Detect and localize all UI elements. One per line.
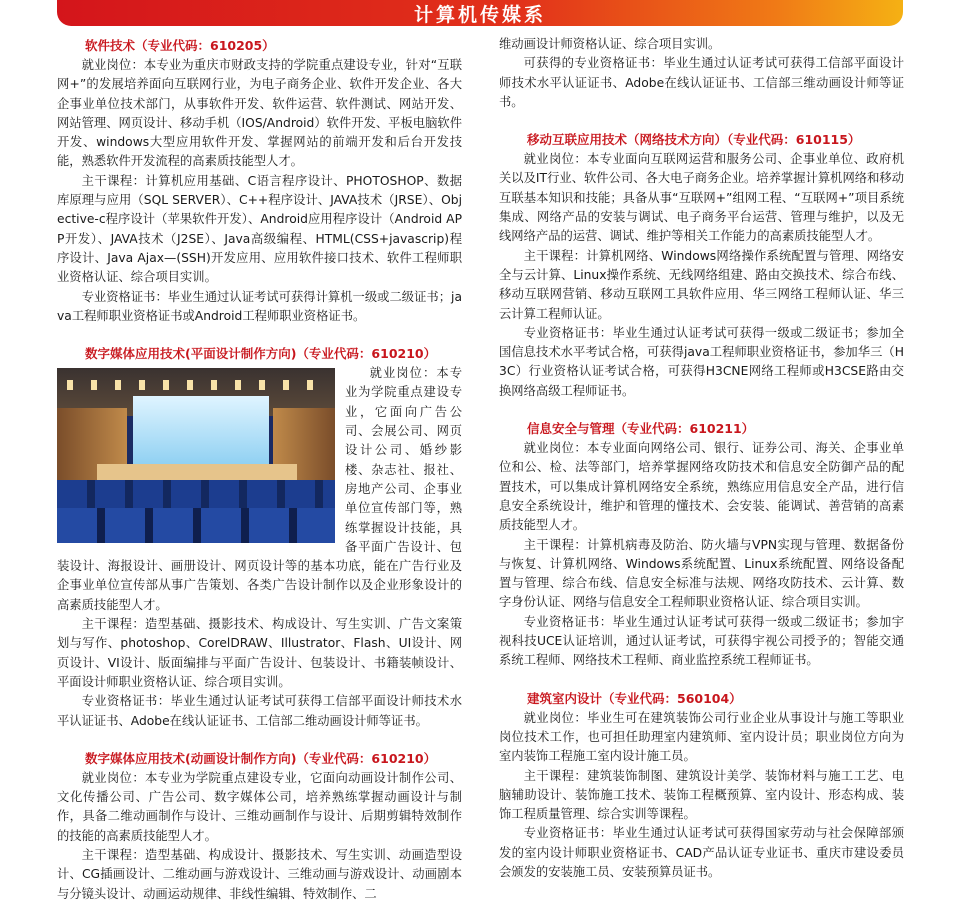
courses-paragraph: 主干课程：造型基础、构成设计、摄影技术、写生实训、动画造型设计、CG插画设计、二维动画与游戏设计、三维动画与游戏设计、动画剧本与分镜头设计、动画运动规律、非线性编辑、特效制作、二 bbox=[57, 847, 462, 901]
section-animation-continued bbox=[499, 35, 904, 112]
continued-paragraph: 维动画设计师资格认证、综合项目实训。 bbox=[499, 37, 721, 51]
section-title: 数字媒体应用技术(平面设计制作方向)（专业代码：610210） bbox=[85, 346, 437, 362]
certificates-paragraph: 专业资格证书：毕业生通过认证考试可获得工信部平面设计师技术水平认证证书、Adobe在线认证证书、工信部二维动画设计师等证书。 bbox=[57, 694, 462, 728]
certificates-paragraph: 专业资格证书：毕业生通过认证考试可获得国家劳动与社会保障部颁发的室内设计师职业资格证书、CAD产品认证专业证书、重庆市建设委员会颁发的安装施工员、安装预算员证书。 bbox=[499, 826, 904, 879]
section-title: 建筑室内设计（专业代码：560104） bbox=[527, 690, 742, 706]
section-title: 软件技术（专业代码：610205） bbox=[85, 38, 275, 53]
certificates-paragraph: 可获得的专业资格证书：毕业生通过认证考试可获得工信部平面设计师技术水平认证证书、Adobe在线认证证书、工信部三维动画设计师等证书。 bbox=[499, 56, 904, 109]
employment-paragraph: 就业岗位：本专业面向互联网运营和服务公司、企事业单位、政府机关以及IT行业、软件公司、各大电子商务企业。培养掌握计算机网络和移动互联基本知识和技能；具备从事“互联网+”组网工程、“互联网+”项目系统集成、网络产品的安装与调试、电子商务平台运营、管理与维护，以及无线网络产品的运营、调试、维护等相关工作能力的高素质技能型人才。 bbox=[499, 152, 904, 244]
section-info-security bbox=[499, 419, 904, 671]
courses-paragraph: 主干课程：计算机网络、Windows网络操作系统配置与管理、网络安全与云计算、Linux操作系统、无线网络组建、路由交换技术、综合布线、移动互联网营销、移动互联网工具软件应用、华三网络工程师认证、华三云计算工程师认证。 bbox=[499, 248, 904, 321]
employment-paragraph: 就业岗位：本专业为学院重点建设专业，它面向广告公司、会展公司、网页设计公司、婚纱影楼、杂志社、报社、房地产公司、企事业单位宣传部门等，熟练掌握设计技能，具备平面广告设计、包装设计、海报设计、画册设计、网页设计等的基本功底，能在广告行业及企事业单位宣传部从事广告策划、各类广告设计制作以及企业形象设计的高素质技能型人才。 bbox=[57, 366, 462, 612]
courses-paragraph: 主干课程：造型基础、摄影技术、构成设计、写生实训、广告文案策划与写作、photoshop、CorelDRAW、Illustrator、Flash、UI设计、网页设计、VI设计、版面编排与平面广告设计、包装设计、书籍装帧设计、平面设计师职业资格认证、综合项目实训。 bbox=[57, 617, 462, 689]
section-digital-media-animation bbox=[57, 749, 462, 904]
employment-paragraph: 就业岗位：本专业为学院重点建设专业，它面向动画设计制作公司、文化传播公司、广告公司、数字媒体公司，培养熟练掌握动画设计与制作，具备二维动画制作与设计、三维动画制作与设计、后期剪辑特效制作的技能的高素质技能型人才。 bbox=[57, 770, 462, 843]
certificates-paragraph: 专业资格证书：毕业生通过认证考试可获得一级或二级证书；参加宇视科技UCE认证培训，通过认证考试，可获得宇视公司授予的；智能交通系统工程师、网络技术工程师、商业监控系统工程师证书。 bbox=[499, 614, 904, 668]
certificates-paragraph: 专业资格证书：毕业生通过认证考试可获得计算机一级或二级证书；java工程师职业资格证书或Android工程师职业资格证书。 bbox=[57, 289, 462, 323]
theater-photo bbox=[57, 368, 335, 543]
employment-paragraph: 就业岗位：本专业面向网络公司、银行、证券公司、海关、企事业单位和公、检、法等部门，培养掌握网络攻防技术和信息安全防御产品的配置技术，可以集成计算机网络安全系统，熟练应用信息安全产品，进行信息安全系统设计，维护和管理的懂技术、会安装、能调试、善营销的高素质技能型人才。 bbox=[499, 441, 904, 533]
section-title: 移动互联应用技术（网络技术方向）（专业代码：610115） bbox=[527, 132, 861, 148]
section-mobile-internet bbox=[499, 130, 904, 401]
employment-paragraph: 就业岗位：毕业生可在建筑装饰公司行业企业从事设计与施工等职业岗位技术工作，也可担任助理室内建筑师、室内设计员；职业岗位方向为室内装饰工程施工室内设计施工员。 bbox=[499, 710, 904, 764]
department-banner bbox=[57, 0, 903, 26]
certificates-paragraph: 专业资格证书：毕业生通过认证考试可获得一级或二级证书；参加全国信息技术水平考试合格，可获得java工程师职业资格证书，参加华三（H3C）行业资格认证考试合格，可获得H3CNE网络工程师或H3CSE路由交换网络高级工程师证书。 bbox=[499, 325, 904, 398]
courses-paragraph: 主干课程：计算机病毒及防治、防火墙与VPN实现与管理、数据备份与恢复、计算机网络、Windows系统配置、Linux系统配置、网络设备配置与管理、综合布线、信息安全标准与法规、网络攻防技术、云计算、数字身份认证、网络与信息安全工程师职业资格认证、综合项目实训。 bbox=[499, 537, 904, 610]
section-title: 信息安全与管理（专业代码：610211） bbox=[527, 421, 755, 437]
left-column bbox=[57, 36, 462, 922]
section-digital-media-graphic bbox=[57, 344, 462, 731]
courses-paragraph: 主干课程：计算机应用基础、C语言程序设计、PHOTOSHOP、数据库原理与应用（SQL SERVER）、C++程序设计、JAVA技术（JRSE）、Objective-c程序设计（苹果软件开发）、Android应用程序设计（Android APP开发）、JAVA技术（J2SE）、Java高级编程、HTML(CSS+javascrip)程序设计、Java Ajax—(SSH)开发应用、应用软件接口技术、软件工程师职业资格认证、综合项目实训。 bbox=[57, 173, 462, 285]
courses-paragraph: 主干课程：建筑装饰制图、建筑设计美学、装饰材料与施工工艺、电脑辅助设计、装饰施工技术、装饰工程概预算、室内设计、形态构成、装饰工程质量管理、综合实训等课程。 bbox=[499, 768, 904, 822]
right-column bbox=[499, 35, 904, 900]
section-title: 数字媒体应用技术(动画设计制作方向)（专业代码：610210） bbox=[85, 750, 437, 766]
section-interior-design bbox=[499, 689, 904, 883]
section-software-tech bbox=[57, 36, 462, 326]
department-title: 计算机传媒系 bbox=[413, 3, 546, 26]
employment-paragraph: 就业岗位：本专业为重庆市财政支持的学院重点建设专业，针对“互联网+”的发展培养面向互联网行业，为电子商务企业、软件开发企业、各大企事业单位技术部门，从事软件开发、软件运营、软件测试、网站开发、网站管理、网页设计、移动手机（IOS/Android）软件开发、平板电脑软件开发、windows大型应用软件开发、掌握网站的前端开发和后台开发技能，熟悉软件开发流程的高素质技能型人才。 bbox=[57, 58, 462, 169]
